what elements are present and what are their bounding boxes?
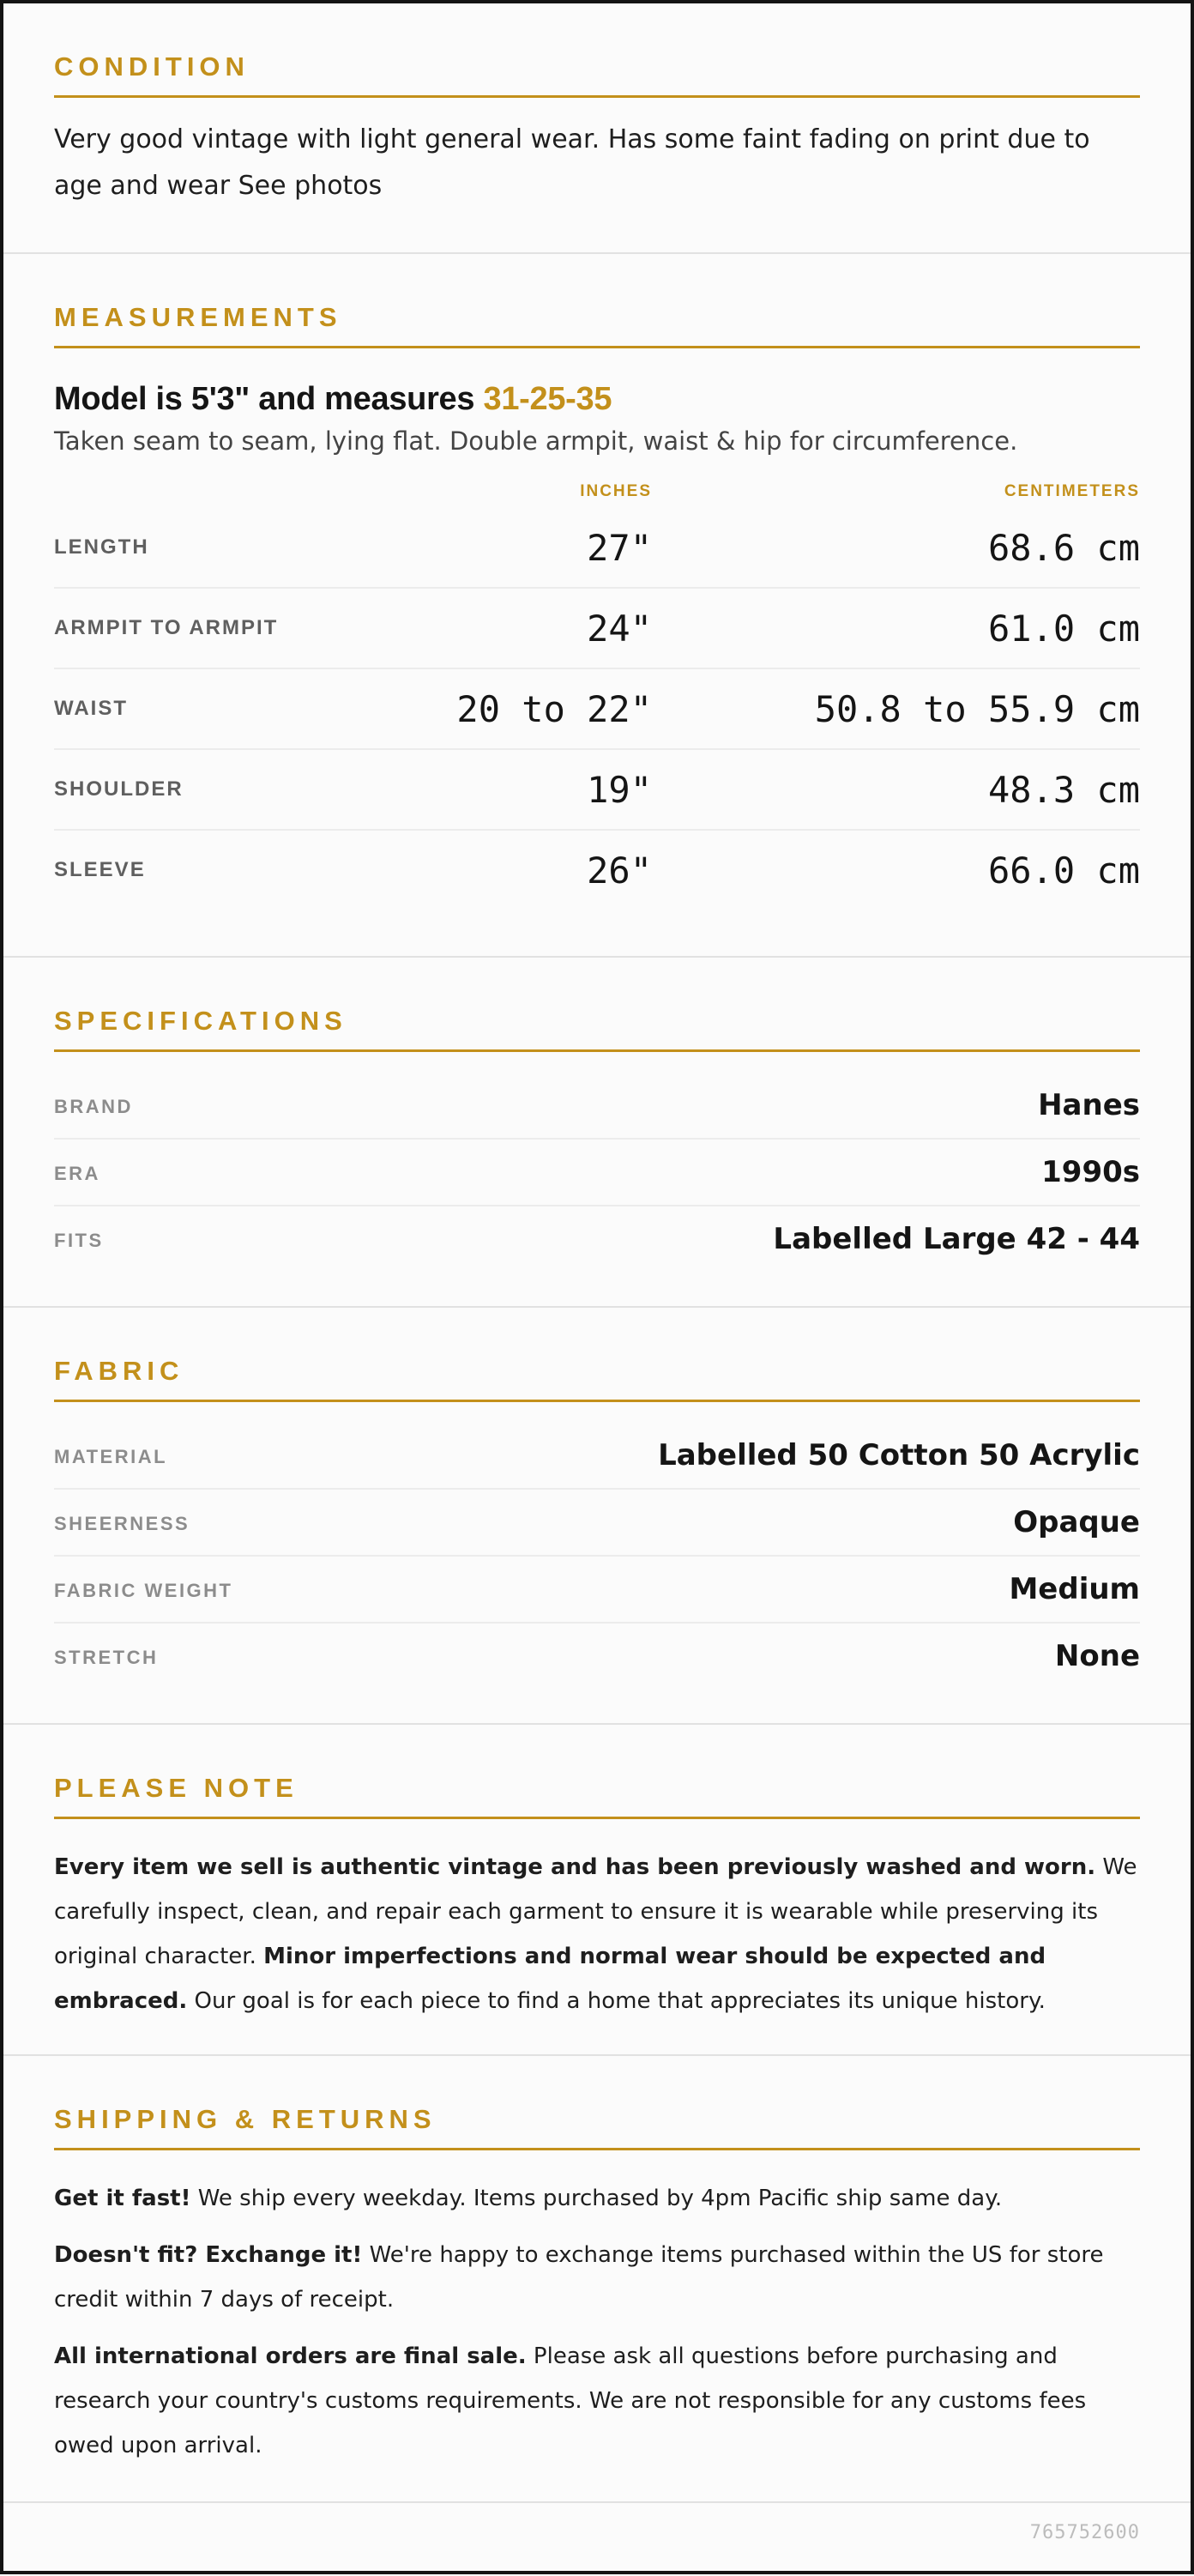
product-code: 765752600 xyxy=(1029,2522,1140,2543)
condition-section xyxy=(3,3,1191,254)
measurement-label: SHOULDER xyxy=(54,777,184,801)
measurement-label: LENGTH xyxy=(54,535,149,559)
please-note-section xyxy=(3,1725,1191,2056)
fabric-row-stretch xyxy=(54,1624,1140,1689)
spec-value: Hanes xyxy=(1038,1088,1140,1122)
condition-title-rule xyxy=(54,95,1140,98)
measurement-inches: 26" xyxy=(587,850,652,892)
spec-label: BRAND xyxy=(54,1096,133,1117)
measurement-inches: 19" xyxy=(587,769,652,811)
shipping-exchange-bold: Doesn't fit? Exchange it! xyxy=(54,2242,363,2268)
inches-column-header: INCHES xyxy=(580,482,652,500)
shipping-fast-bold: Get it fast! xyxy=(54,2186,191,2211)
measurements-title-rule xyxy=(54,346,1140,348)
measurements-table xyxy=(54,508,1140,910)
please-note-title: PLEASE NOTE xyxy=(54,1773,298,1803)
measurement-centimeters: 66.0 cm xyxy=(987,850,1140,892)
measurement-label: SLEEVE xyxy=(54,858,146,881)
shipping-exchange-text: We're happy to exchange items purchased within the US for store credit within 7 days of receipt. xyxy=(54,2242,1104,2313)
shipping-international-text: Please ask all questions before purchasing and research your country's customs requirements. We are not responsible for any customs fees owed upon arrival. xyxy=(54,2343,1087,2458)
spec-label: ERA xyxy=(54,1163,100,1184)
please-note-bold-1: Every item we sell is authentic vintage and has been previously washed and worn. xyxy=(54,1854,1096,1880)
measurement-label: ARMPIT TO ARMPIT xyxy=(54,616,279,639)
shipping-returns-section xyxy=(3,2056,1191,2502)
shipping-paragraph-fast xyxy=(54,2176,1140,2221)
fabric-title: FABRIC xyxy=(54,1356,184,1386)
measurement-row-armpit-to-armpit xyxy=(54,589,1140,669)
measurement-row-shoulder xyxy=(54,750,1140,831)
fabric-list xyxy=(54,1423,1140,1689)
shipping-paragraph-exchange xyxy=(54,2233,1140,2322)
spec-row-fits xyxy=(54,1206,1140,1272)
please-note-bold-2: Minor imperfections and normal wear should be expected and embraced. xyxy=(54,1944,1046,2014)
measurement-centimeters: 61.0 cm xyxy=(987,608,1140,650)
specifications-section xyxy=(3,958,1191,1308)
specifications-title-rule xyxy=(54,1049,1140,1052)
specifications-list xyxy=(54,1073,1140,1272)
measurement-inches: 20 to 22" xyxy=(456,688,652,730)
shipping-returns-title-rule xyxy=(54,2148,1140,2150)
measurement-centimeters: 50.8 to 55.9 cm xyxy=(814,688,1140,730)
measurements-section xyxy=(3,254,1191,958)
measurement-centimeters: 68.6 cm xyxy=(987,527,1140,569)
fabric-label: FABRIC WEIGHT xyxy=(54,1580,233,1601)
centimeters-column-header: CENTIMETERS xyxy=(1004,482,1140,500)
fabric-row-material xyxy=(54,1423,1140,1490)
fabric-value: Opaque xyxy=(1013,1505,1140,1539)
fabric-label: MATERIAL xyxy=(54,1446,168,1467)
please-note-title-rule xyxy=(54,1817,1140,1819)
measurement-inches: 24" xyxy=(587,608,652,650)
measurement-row-sleeve xyxy=(54,831,1140,910)
footer xyxy=(3,2501,1191,2576)
measurement-row-waist xyxy=(54,669,1140,750)
fabric-section xyxy=(3,1308,1191,1725)
fabric-value: Medium xyxy=(1009,1572,1140,1606)
model-measures: 31-25-35 xyxy=(483,381,612,417)
fabric-value: Labelled 50 Cotton 50 Acrylic xyxy=(658,1438,1140,1472)
measurements-table-header xyxy=(54,482,1140,508)
model-info-prefix: Model is 5'3" and measures xyxy=(54,381,484,417)
measurement-method-note: Taken seam to seam, lying flat. Double armpit, waist & hip for circumference. xyxy=(54,426,1018,456)
condition-text: Very good vintage with light general wear. Has some faint fading on print due to age and wear See photos xyxy=(54,124,1090,201)
model-info xyxy=(54,379,1140,419)
fabric-title-rule xyxy=(54,1400,1140,1402)
please-note-text xyxy=(54,1845,1140,2023)
specifications-title: SPECIFICATIONS xyxy=(54,1006,347,1036)
shipping-fast-text: We ship every weekday. Items purchased by 4pm Pacific ship same day. xyxy=(190,2186,1003,2211)
fabric-row-fabric-weight xyxy=(54,1557,1140,1624)
fabric-label: SHEERNESS xyxy=(54,1513,190,1534)
please-note-text-1: We carefully inspect, clean, and repair each garment to ensure it is wearable while preserving its original character. xyxy=(54,1854,1137,1969)
fabric-row-sheerness xyxy=(54,1490,1140,1557)
fabric-value: None xyxy=(1054,1639,1140,1673)
condition-title: CONDITION xyxy=(54,51,250,82)
spec-row-era xyxy=(54,1140,1140,1206)
measurement-label: WAIST xyxy=(54,697,128,720)
measurement-row-length xyxy=(54,508,1140,589)
please-note-text-2: Our goal is for each piece to find a home that appreciates its unique history. xyxy=(187,1988,1046,2014)
measurements-title: MEASUREMENTS xyxy=(54,302,342,332)
spec-row-brand xyxy=(54,1073,1140,1140)
spec-label: FITS xyxy=(54,1230,104,1251)
shipping-paragraph-international xyxy=(54,2334,1140,2468)
fabric-label: STRETCH xyxy=(54,1647,159,1668)
spec-value: Labelled Large 42 - 44 xyxy=(773,1222,1140,1256)
measurement-centimeters: 48.3 cm xyxy=(987,769,1140,811)
shipping-international-bold: All international orders are final sale. xyxy=(54,2343,527,2369)
spec-value: 1990s xyxy=(1041,1155,1140,1189)
shipping-returns-title: SHIPPING & RETURNS xyxy=(54,2104,437,2134)
measurement-inches: 27" xyxy=(587,527,652,569)
